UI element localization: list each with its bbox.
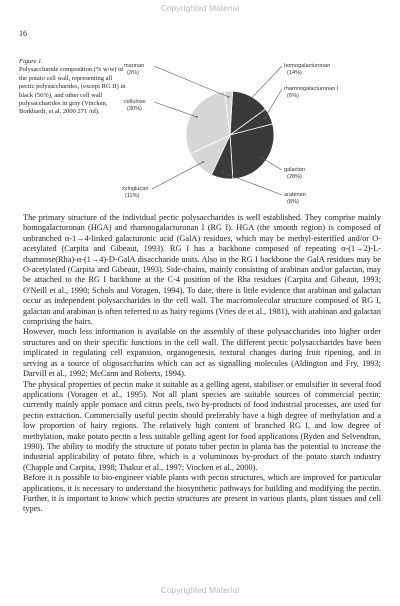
leader-dot	[196, 116, 198, 118]
slice-label: cellulose	[124, 99, 146, 105]
slice-label: arabinan	[284, 192, 306, 198]
slice-label: homogalacturonan	[284, 63, 331, 69]
leader-line	[152, 162, 203, 189]
slice-label: galactan	[284, 167, 306, 173]
leader-line	[264, 89, 282, 119]
watermark-top: Copyrighted Material	[160, 3, 240, 13]
slice-percent: (11%)	[125, 193, 140, 199]
slice-percent: (6%)	[287, 93, 299, 99]
slice-label: rhamnogalacturonan I	[284, 86, 339, 92]
figure-label: Figure 1.	[19, 58, 43, 65]
figure-caption-text: Polysaccharide composition (% w/w) of the potato cell wall, representing all pectic polysaccharides, (except RG II) in black (56%), and other cell wall polysaccharides in gray (Vincken, Borkhardt, et al. 2000 271 /id).	[19, 66, 126, 116]
body-text	[23, 213, 381, 515]
slice-percent: (28%)	[287, 174, 302, 180]
slice-percent: (14%)	[287, 70, 302, 76]
slice-percent: (8%)	[287, 199, 299, 205]
leader-line	[154, 102, 197, 117]
leader-dot	[247, 101, 249, 103]
paragraph: The physical properties of pectin make it suitable as a gelling agent, stabiliser or emulsifier in several food applications (Voragen et al., 1995). Not all plant species are suitable sources of commercial pectin; currently mainly apple pomace and citrus peels, two by-products of food industrial processes, are used for pectin extraction. Commercially useful pectin should preferably have a high degree of methylation and a low proportion of hairy regions. The relatively high content of branched RG I, and low degree of methylation, make potato pectin a less suitable gelling agent for food applications (Ryden and Selvendran, 1990). The ability to modify the structure of potato tuber pectin in planta has the potential to increase the industrial applicability of potato fibre, which is a voluminous by-product of the potato starch industry (Chapple and Carpita, 1998; Thakur et al., 1997; Vincken et al., 2000).	[23, 379, 381, 472]
paragraph: However, much less information is available on the assembly of these polysaccharides into higher order structures and on their specific functions in the cell wall. The different pectic polysaccharides have been implicated in regulating cell expansion, organogenesis, textural changes during fruit ripening, and in serving as a source of oligosaccharins which can act as signalling molecules (Aldington and Fry, 1993; Darvill et al., 1992; McCann and Roberts, 1994).	[23, 327, 381, 379]
leader-dot	[222, 171, 224, 173]
paragraph: The primary structure of the individual pectic polysaccharides is well established. They comprise mainly homogalacturonan (HGA) and rhamnogalacturonan I (RG I). HGA (the smooth region) is composed of unbranched α-1→4-linked galacturonic acid (GalA) residues, which may be methyl-esterified and/or O-acetylated (Carpita and Gibeaut, 1993). RG I has a backbone composed of repeating α-(1→2)-L-rhamnose(Rha)-α-(1→4)-D-GalA disaccharide units. Also in the RG I backbone the GalA residues may be O-acetylated (Carpita and Gibeaut, 1993). Side-chains, mainly consisting of arabinan and/or galactan, may be attached to the RG I backbone at the C-4 position of the Rha residues (Carpita and Gibeaut, 1993; O'Neill et al., 1990; Schols and Voragen, 1994). To date, there is little evidence that arabinan and galactan occur as independent polysaccharides in the cell wall. The macromolecular structure composed of RG I, galactan and arabinan is often referred to as hairy regions (Vries de et al., 1981), with arabinan and galactan comprising the hairs.	[23, 213, 381, 327]
slice-label: xyloglucan	[122, 186, 149, 192]
slice-percent: (3%)	[127, 70, 139, 76]
leader-line	[261, 157, 282, 170]
watermark-bottom: Copyrighted Material	[160, 585, 240, 595]
leader-dot	[263, 118, 265, 120]
leader-dot	[260, 156, 262, 158]
page-number: 16	[19, 29, 27, 38]
leader-line	[248, 66, 282, 102]
leader-dot	[228, 96, 230, 98]
pie-chart	[120, 58, 380, 208]
leader-line	[154, 66, 229, 97]
slice-label: mannan	[124, 63, 145, 69]
paragraph: Before it is possible to bio-engineer viable plants with pectin structures, which are improved for particular applications, it is necessary to understand the biosynthetic pathways for building and modifying the pectin. Further, it is important to know which pectin structures are present in various plants, plant tissues and cell types.	[23, 473, 381, 514]
figure-caption	[19, 58, 127, 117]
slice-percent: (30%)	[127, 106, 142, 112]
leader-line	[223, 172, 282, 195]
leader-dot	[202, 161, 204, 163]
